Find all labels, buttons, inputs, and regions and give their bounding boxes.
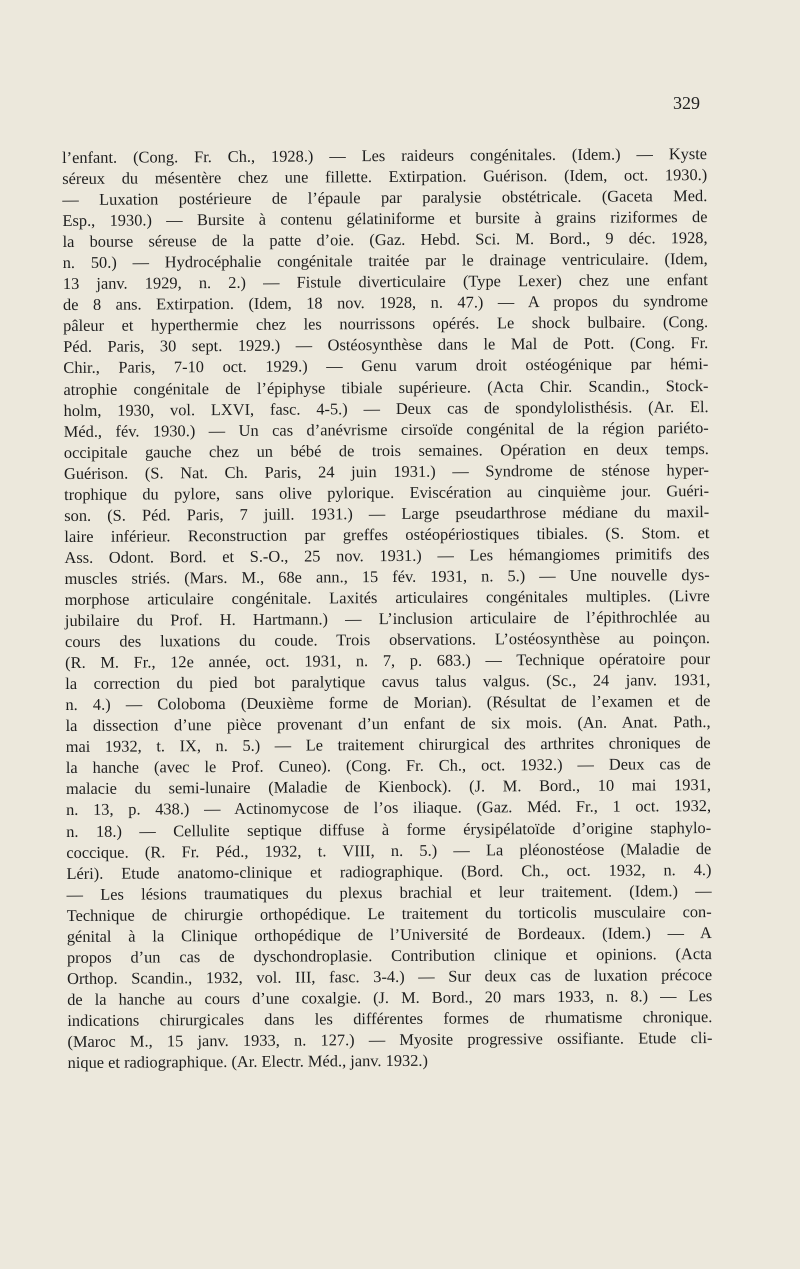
text-line: atrophie congénitale de l’épiphyse tibiale supérieure. (Acta Chir. Scandin., Stock- — [63, 375, 709, 399]
bibliography-paragraph — [62, 143, 713, 1073]
text-line: pâleur et hyperthermie chez les nourrissons opérés. Le shock bulbaire. (Cong. — [63, 312, 709, 336]
text-line: cours des luxations du coude. Trois observations. L’ostéosynthèse au poinçon. — [64, 628, 711, 652]
text-line: Péd. Paris, 30 sept. 1929.) — Ostéosynthèse dans le Mal de Pott. (Cong. Fr. — [63, 333, 709, 357]
text-line: de 8 ans. Extirpation. (Idem, 18 nov. 1928, n. 47.) — A propos du syndrome — [62, 291, 709, 315]
text-line: Méd., fév. 1930.) — Un cas d’anévrisme cirsoïde congénital de la région pariéto- — [63, 417, 709, 441]
text-line: malacie du semi-lunaire (Maladie de Kienbock). (J. M. Bord., 10 mai 1931, — [65, 775, 711, 799]
text-line: séreux du mésentère chez une fillette. Extirpation. Guérison. (Idem, oct. 1930.) — [62, 165, 708, 189]
text-line: Léri). Etude anatomo-clinique et radiographique. (Bord. Ch., oct. 1932, n. 4.) — [66, 859, 712, 883]
text-line: propos d’un cas de dyschondroplasie. Contribution clinique et opinions. (Acta — [66, 943, 712, 967]
text-line: — Les lésions traumatiques du plexus brachial et leur traitement. (Idem.) — — [66, 880, 712, 904]
text-line: coccique. (R. Fr. Péd., 1932, t. VIII, n. 5.) — La pléonostéose (Maladie de — [66, 838, 712, 862]
text-line: muscles striés. (Mars. M., 68e ann., 15 fév. 1931, n. 5.) — Une nouvelle dys- — [64, 564, 710, 588]
text-line: la dissection d’une pièce provenant d’un enfant de six mois. (An. Anat. Path., — [65, 712, 711, 736]
text-line: la hanche (avec le Prof. Cuneo). (Cong. Fr. Ch., oct. 1932.) — Deux cas de — [65, 754, 711, 778]
text-line: trophique du pylore, sans olive pylorique. Eviscération au cinquième jour. Guéri- — [64, 480, 710, 504]
text-line: 13 janv. 1929, n. 2.) — Fistule diverticulaire (Type Lexer) chez une enfant — [62, 270, 708, 294]
text-line: génital à la Clinique orthopédique de l’Université de Bordeaux. (Idem.) — A — [66, 922, 712, 946]
text-line: Ass. Odont. Bord. et S.-O., 25 nov. 1931.) — Les hémangiomes primitifs des — [64, 543, 710, 567]
text-line: (R. M. Fr., 12e année, oct. 1931, n. 7, p. 683.) — Technique opératoire pour — [65, 649, 711, 673]
text-line: Orthop. Scandin., 1932, vol. III, fasc. 3-4.) — Sur deux cas de luxation précoce — [67, 964, 713, 988]
text-line: jubilaire du Prof. H. Hartmann.) — L’inclusion articulaire de l’épithrochlée au — [64, 607, 710, 631]
text-line: (Maroc M., 15 janv. 1933, n. 127.) — Myosite progressive ossifiante. Etude cli- — [67, 1028, 713, 1051]
text-line: la correction du pied bot paralytique cavus talus valgus. (Sc., 24 janv. 1931, — [65, 670, 711, 694]
text-line: son. (S. Péd. Paris, 7 juill. 1931.) — Large pseudarthrose médiane du maxil- — [64, 501, 710, 525]
text-line: occipitale gauche chez un bébé de trois semaines. Opération en deux temps. — [63, 438, 709, 462]
text-line: de la hanche au cours d’une coxalgie. (J. M. Bord., 20 mars 1933, n. 8.) — Les — [67, 985, 713, 1009]
text-line: holm, 1930, vol. LXVI, fasc. 4-5.) — Deux cas de spondylolisthésis. (Ar. El. — [63, 396, 709, 420]
text-line: Esp., 1930.) — Bursite à contenu gélatiniforme et bursite à grains riziformes de — [62, 207, 708, 231]
text-line: Technique de chirurgie orthopédique. Le traitement du torticolis musculaire con- — [66, 901, 712, 925]
text-line: nique et radiographique. (Ar. Electr. Méd., janv. 1932.) — [67, 1050, 428, 1072]
text-line: l’enfant. (Cong. Fr. Ch., 1928.) — Les raideurs congénitales. (Idem.) — Kyste — [62, 144, 708, 167]
text-line: Guérison. (S. Nat. Ch. Paris, 24 juin 1931.) — Syndrome de sténose hyper- — [63, 459, 710, 483]
text-line: n. 18.) — Cellulite septique diffuse à forme érysipélatoïde d’origine staphylo- — [66, 817, 712, 841]
text-line: laire inférieur. Reconstruction par greffes ostéopériostiques tibiales. (S. Stom. et — [64, 522, 710, 546]
text-line: n. 4.) — Coloboma (Deuxième forme de Morian). (Résultat de l’examen et de — [65, 691, 711, 715]
text-line: mai 1932, t. IX, n. 5.) — Le traitement chirurgical des arthrites chroniques de — [65, 733, 711, 757]
text-line: morphose articulaire congénitale. Laxités articulaires congénitales multiples. (Livre — [64, 586, 710, 609]
text-line: n. 13, p. 438.) — Actinomycose de l’os iliaque. (Gaz. Méd. Fr., 1 oct. 1932, — [65, 796, 712, 820]
text-line: — Luxation postérieure de l’épaule par paralysie obstétricale. (Gaceta Med. — [62, 186, 708, 210]
page-number: 329 — [673, 93, 700, 113]
text-line: Chir., Paris, 7-10 oct. 1929.) — Genu varum droit ostéogénique par hémi- — [63, 354, 709, 378]
text-line: n. 50.) — Hydrocéphalie congénitale traitée par le drainage ventriculaire. (Idem, — [62, 249, 708, 273]
text-line: la bourse séreuse de la patte d’oie. (Gaz. Hebd. Sci. M. Bord., 9 déc. 1928, — [62, 228, 708, 252]
text-line: indications chirurgicales dans les différentes formes de rhumatisme chronique. — [67, 1006, 713, 1030]
